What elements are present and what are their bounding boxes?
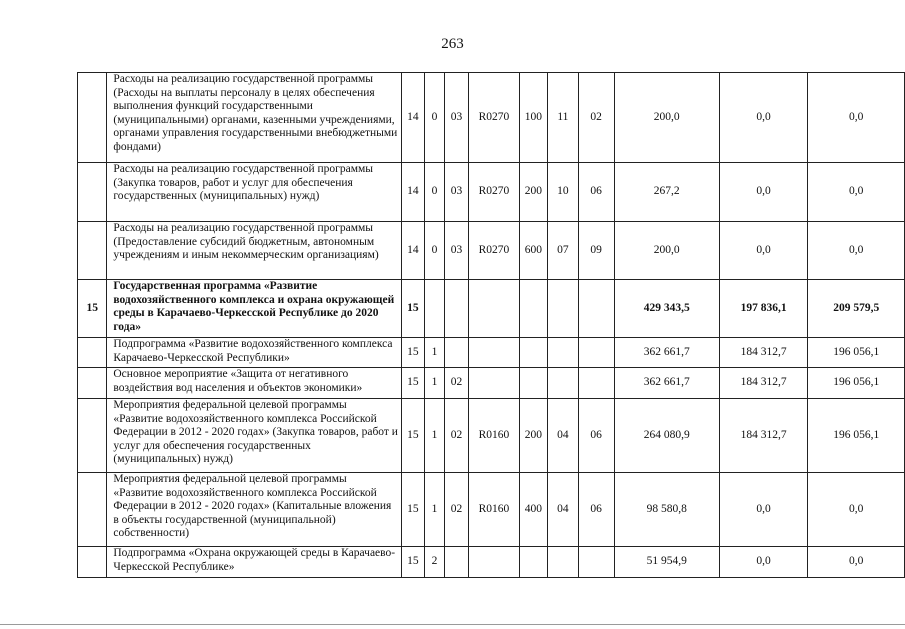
section-cell [548, 280, 578, 338]
subsection-cell: 06 [578, 473, 614, 547]
table-row [78, 473, 905, 547]
table-row [78, 163, 905, 222]
direction-code-cell: R0270 [469, 73, 519, 163]
section-cell [548, 338, 578, 368]
section-cell [548, 368, 578, 399]
subsection-cell: 06 [578, 399, 614, 473]
subsection-cell [578, 368, 614, 399]
subprogram-code-cell: 2 [425, 547, 445, 578]
scan-artifact-line [0, 624, 905, 625]
amount-2-cell: 184 312,7 [719, 399, 808, 473]
expense-type-cell [519, 547, 548, 578]
row-number-cell [78, 73, 107, 163]
subsection-cell [578, 280, 614, 338]
amount-2-cell: 0,0 [719, 73, 808, 163]
direction-code-cell: R0160 [469, 473, 519, 547]
description-cell: Подпрограмма «Охрана окружающей среды в Карачаево-Черкесской Республике» [107, 547, 401, 578]
subsection-cell: 06 [578, 163, 614, 222]
amount-2-cell: 0,0 [719, 547, 808, 578]
amount-3-cell: 209 579,5 [808, 280, 905, 338]
program-code-cell: 14 [401, 73, 425, 163]
subsection-cell [578, 547, 614, 578]
event-code-cell [444, 547, 469, 578]
description-cell: Основное мероприятие «Защита от негативного воздействия вод населения и объектов экономики» [107, 368, 401, 399]
description-cell: Расходы на реализацию государственной программы (Расходы на выплаты персоналу в целях обеспечения выполнения функций государственными (муниципальными) органами, казенными учреждениями, органами управления государственными внебюджетными фондами) [107, 73, 401, 163]
row-number-cell [78, 547, 107, 578]
amount-2-cell: 184 312,7 [719, 338, 808, 368]
expense-type-cell [519, 280, 548, 338]
amount-1-cell: 429 343,5 [614, 280, 719, 338]
amount-3-cell: 0,0 [808, 163, 905, 222]
direction-code-cell: R0270 [469, 163, 519, 222]
section-cell: 11 [548, 73, 578, 163]
amount-3-cell: 196 056,1 [808, 338, 905, 368]
amount-1-cell: 200,0 [614, 222, 719, 280]
amount-1-cell: 267,2 [614, 163, 719, 222]
amount-1-cell: 98 580,8 [614, 473, 719, 547]
table-row [78, 399, 905, 473]
amount-1-cell: 362 661,7 [614, 338, 719, 368]
event-code-cell: 02 [444, 368, 469, 399]
description-cell: Государственная программа «Развитие водохозяйственного комплекса и охрана окружающей среды в Карачаево-Черкесской Республике до 2020 года» [107, 280, 401, 338]
row-number-cell [78, 222, 107, 280]
direction-code-cell: R0160 [469, 399, 519, 473]
amount-3-cell: 196 056,1 [808, 399, 905, 473]
direction-code-cell: R0270 [469, 222, 519, 280]
amount-3-cell: 196 056,1 [808, 368, 905, 399]
section-cell: 04 [548, 399, 578, 473]
amount-1-cell: 200,0 [614, 73, 719, 163]
subsection-cell [578, 338, 614, 368]
program-code-cell: 15 [401, 280, 425, 338]
description-cell: Расходы на реализацию государственной программы (Закупка товаров, работ и услуг для обеспечения государственных (муниципальных) нужд) [107, 163, 401, 222]
page-number: 263 [441, 36, 464, 52]
row-number-cell [78, 368, 107, 399]
event-code-cell [444, 280, 469, 338]
budget-table [77, 72, 905, 578]
description-cell: Расходы на реализацию государственной программы (Предоставление субсидий бюджетным, автономным учреждениям и иным некоммерческим организациям) [107, 222, 401, 280]
event-code-cell: 03 [444, 73, 469, 163]
event-code-cell [444, 338, 469, 368]
section-cell: 04 [548, 473, 578, 547]
direction-code-cell [469, 547, 519, 578]
row-number-cell: 15 [78, 280, 107, 338]
amount-2-cell: 184 312,7 [719, 368, 808, 399]
section-cell: 10 [548, 163, 578, 222]
subsection-cell: 09 [578, 222, 614, 280]
row-number-cell [78, 338, 107, 368]
subprogram-code-cell: 1 [425, 368, 445, 399]
table-row [78, 280, 905, 338]
table-row [78, 73, 905, 163]
row-number-cell [78, 399, 107, 473]
description-cell: Подпрограмма «Развитие водохозяйственного комплекса Карачаево-Черкесской Республики» [107, 338, 401, 368]
program-code-cell: 15 [401, 547, 425, 578]
event-code-cell: 03 [444, 163, 469, 222]
amount-1-cell: 362 661,7 [614, 368, 719, 399]
expense-type-cell [519, 368, 548, 399]
expense-type-cell: 100 [519, 73, 548, 163]
expense-type-cell: 400 [519, 473, 548, 547]
program-code-cell: 15 [401, 368, 425, 399]
amount-2-cell: 0,0 [719, 473, 808, 547]
program-code-cell: 15 [401, 338, 425, 368]
event-code-cell: 03 [444, 222, 469, 280]
table-row [78, 338, 905, 368]
expense-type-cell [519, 338, 548, 368]
direction-code-cell [469, 338, 519, 368]
amount-1-cell: 264 080,9 [614, 399, 719, 473]
table-row [78, 222, 905, 280]
subprogram-code-cell: 1 [425, 399, 445, 473]
table-row [78, 368, 905, 399]
program-code-cell: 15 [401, 473, 425, 547]
subprogram-code-cell: 0 [425, 222, 445, 280]
section-cell [548, 547, 578, 578]
program-code-cell: 15 [401, 399, 425, 473]
description-cell: Мероприятия федеральной целевой программы «Развитие водохозяйственного комплекса Российской Федерации в 2012 - 2020 годах» (Закупка товаров, работ и услуг для обеспечения государственных (муниципальных) нужд) [107, 399, 401, 473]
row-number-cell [78, 163, 107, 222]
expense-type-cell: 200 [519, 399, 548, 473]
section-cell: 07 [548, 222, 578, 280]
amount-2-cell: 0,0 [719, 163, 808, 222]
subprogram-code-cell: 0 [425, 163, 445, 222]
subprogram-code-cell: 0 [425, 73, 445, 163]
row-number-cell [78, 473, 107, 547]
event-code-cell: 02 [444, 473, 469, 547]
subprogram-code-cell [425, 280, 445, 338]
event-code-cell: 02 [444, 399, 469, 473]
amount-3-cell: 0,0 [808, 473, 905, 547]
subprogram-code-cell: 1 [425, 473, 445, 547]
amount-2-cell: 197 836,1 [719, 280, 808, 338]
amount-1-cell: 51 954,9 [614, 547, 719, 578]
amount-3-cell: 0,0 [808, 73, 905, 163]
amount-2-cell: 0,0 [719, 222, 808, 280]
description-cell: Мероприятия федеральной целевой программы «Развитие водохозяйственного комплекса Российской Федерации в 2012 - 2020 годах» (Капитальные вложения в объекты государственной (муниципальной) собственности) [107, 473, 401, 547]
subsection-cell: 02 [578, 73, 614, 163]
subprogram-code-cell: 1 [425, 338, 445, 368]
direction-code-cell [469, 280, 519, 338]
program-code-cell: 14 [401, 163, 425, 222]
expense-type-cell: 200 [519, 163, 548, 222]
amount-3-cell: 0,0 [808, 547, 905, 578]
table-row [78, 547, 905, 578]
amount-3-cell: 0,0 [808, 222, 905, 280]
program-code-cell: 14 [401, 222, 425, 280]
expense-type-cell: 600 [519, 222, 548, 280]
direction-code-cell [469, 368, 519, 399]
